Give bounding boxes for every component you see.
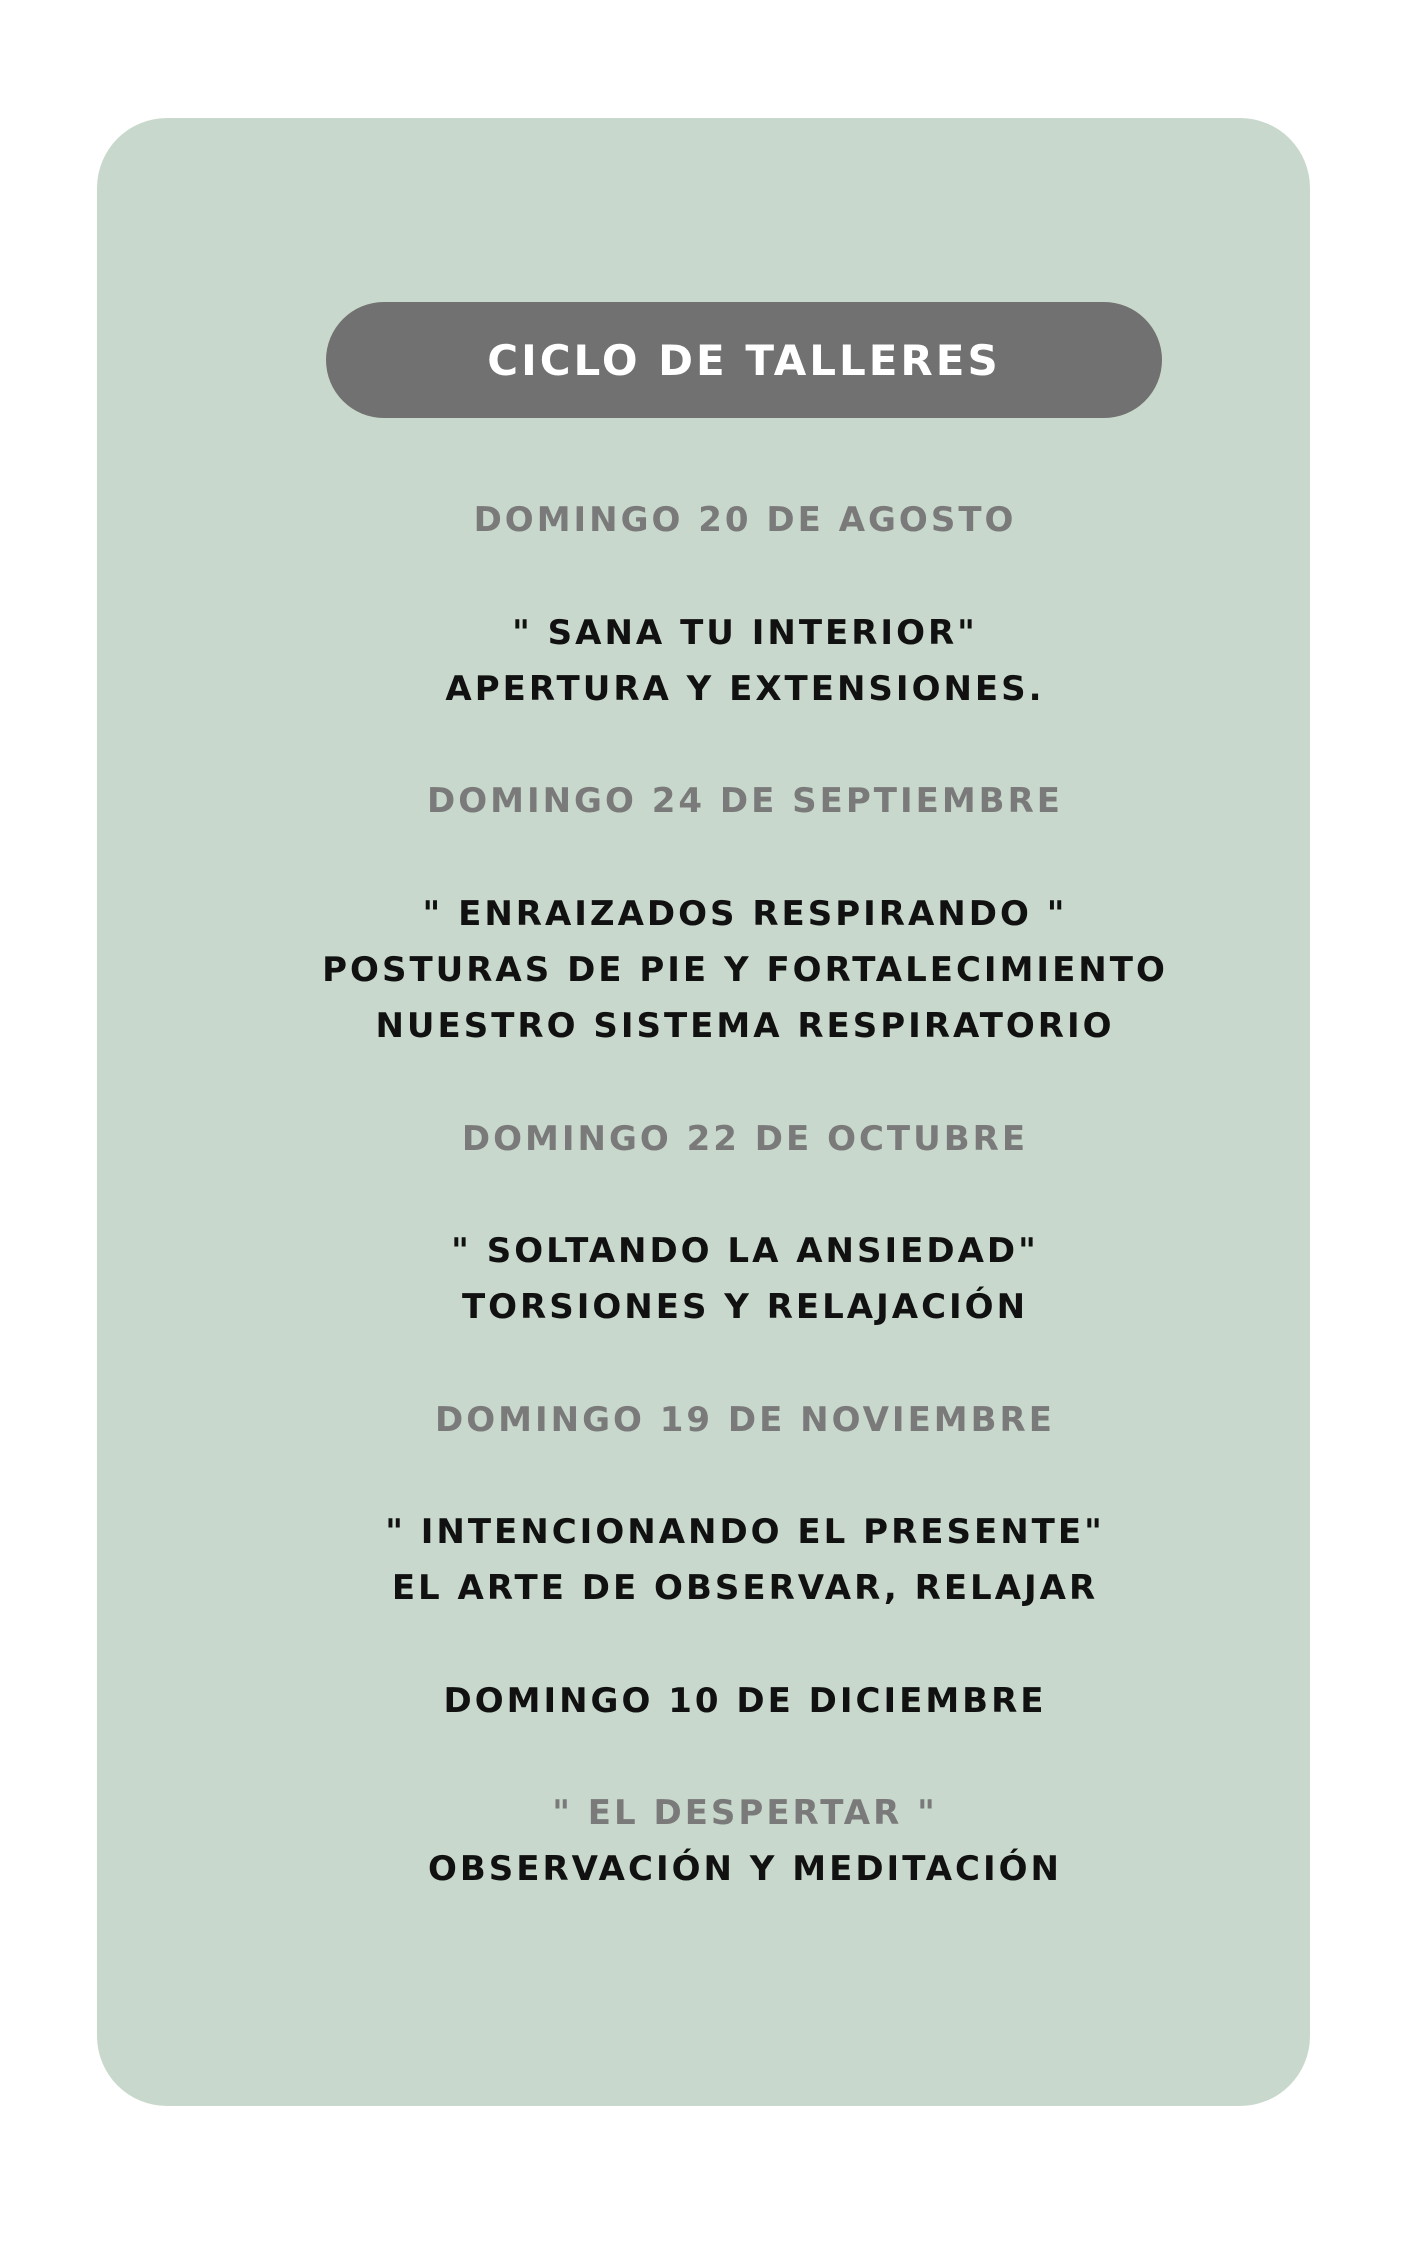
workshop-title: " SANA TU INTERIOR" — [512, 613, 978, 653]
workshop-title: " ENRAIZADOS RESPIRANDO " — [422, 894, 1068, 934]
workshop-description: OBSERVACIÓN Y MEDITACIÓN — [427, 1849, 1063, 1889]
date-line: DOMINGO 19 DE NOVIEMBRE — [435, 1400, 1055, 1440]
workshop-title: " SOLTANDO LA ANSIEDAD" — [451, 1231, 1039, 1271]
date-line: DOMINGO 10 DE DICIEMBRE — [443, 1681, 1047, 1721]
workshop-title: " EL DESPERTAR " — [552, 1793, 938, 1833]
date-line: DOMINGO 20 DE AGOSTO — [473, 500, 1017, 540]
workshop-description: NUESTRO SISTEMA RESPIRATORIO — [375, 1006, 1115, 1046]
workshop-title: " INTENCIONANDO EL PRESENTE" — [385, 1512, 1105, 1552]
title-banner — [326, 302, 1162, 418]
workshop-description: EL ARTE DE OBSERVAR, RELAJAR — [391, 1568, 1099, 1608]
date-line: DOMINGO 22 DE OCTUBRE — [461, 1119, 1029, 1159]
date-line: DOMINGO 24 DE SEPTIEMBRE — [426, 781, 1063, 821]
workshop-description: POSTURAS DE PIE Y FORTALECIMIENTO — [322, 950, 1168, 990]
page-title: CICLO DE TALLERES — [487, 335, 1001, 385]
workshop-description: TORSIONES Y RELAJACIÓN — [461, 1287, 1029, 1327]
workshop-description: APERTURA Y EXTENSIONES. — [445, 669, 1045, 709]
